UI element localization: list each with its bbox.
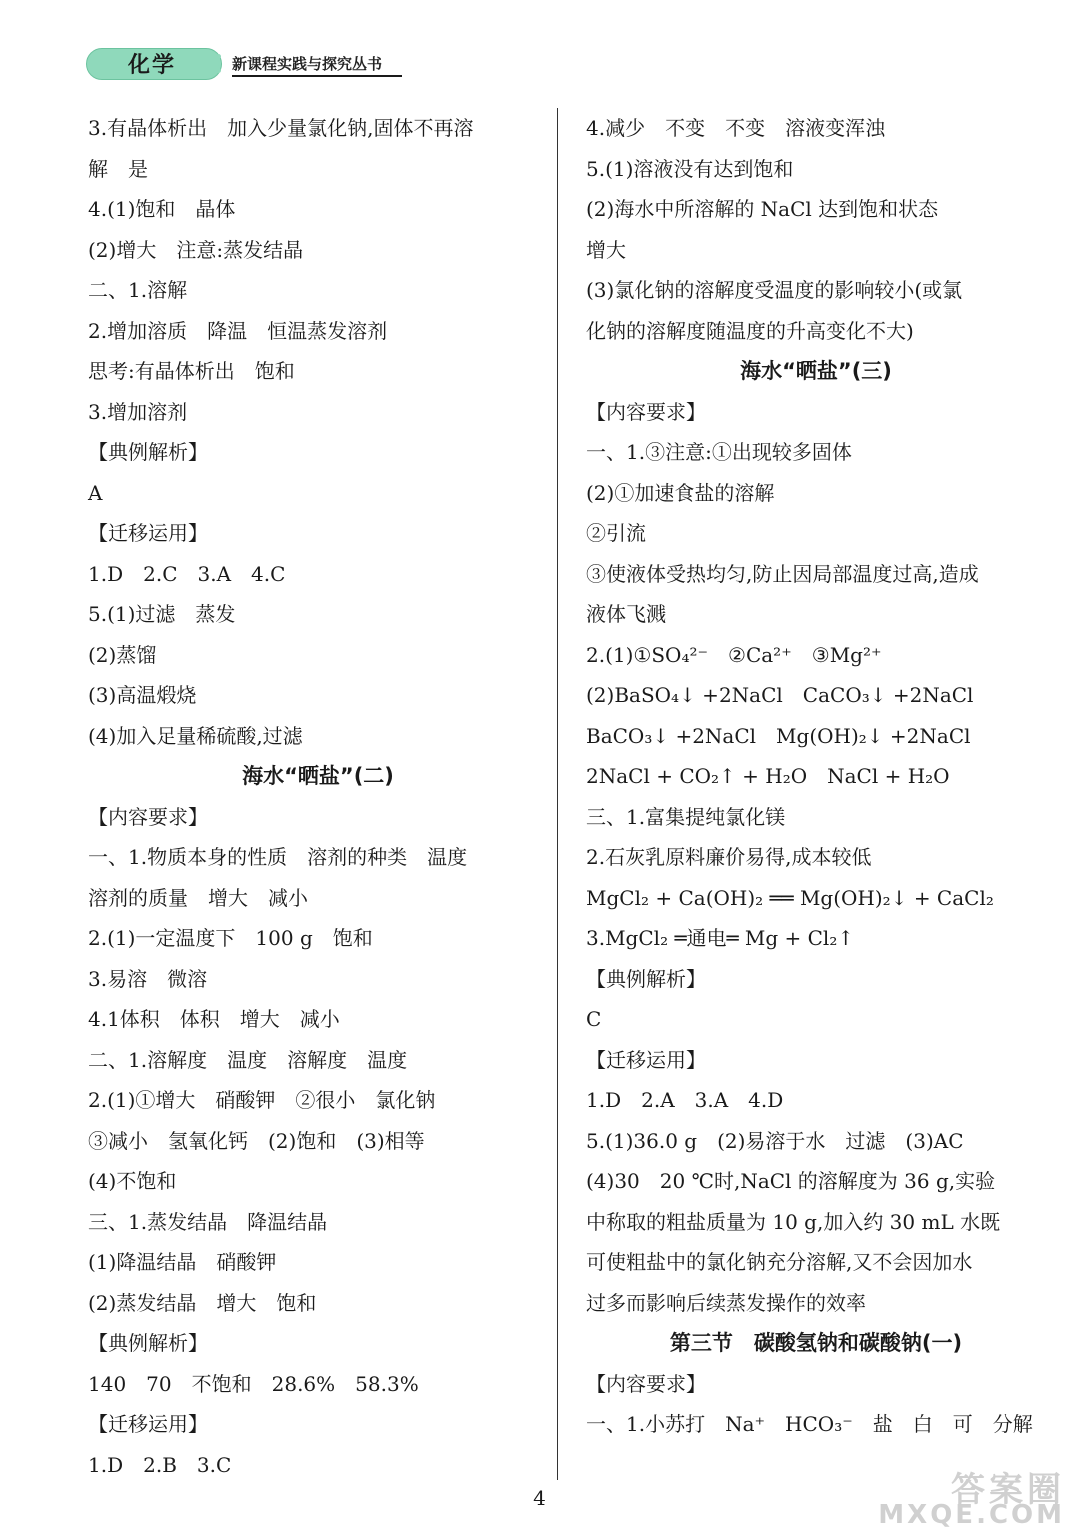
watermark-logo bbox=[878, 1462, 1069, 1530]
series-title: 新课程实践与探究丛书 bbox=[232, 55, 383, 73]
answer-line: 解 是 bbox=[88, 156, 148, 181]
answer-line: 2.(1)一定温度下 100 g 饱和 bbox=[88, 926, 373, 950]
answer-line: ③使液体受热均匀,防止因局部温度过高,造成 bbox=[586, 561, 979, 586]
answer-line: A bbox=[88, 480, 103, 505]
answer-line: 【内容要求】 bbox=[88, 804, 208, 829]
answer-line: 5.(1)溶液没有达到饱和 bbox=[586, 156, 794, 181]
answer-line: (2)①加速食盐的溶解 bbox=[586, 480, 775, 505]
answer-line: 【典例解析】 bbox=[586, 966, 706, 991]
column-divider bbox=[557, 108, 558, 1480]
answer-line: 【典例解析】 bbox=[88, 1331, 208, 1355]
answer-line: ②引流 bbox=[586, 521, 646, 545]
answer-line: 1.D 2.C 3.A 4.C bbox=[88, 561, 286, 586]
answer-line: (2)蒸馏 bbox=[88, 642, 157, 667]
answer-line: 液体飞溅 bbox=[586, 602, 666, 626]
answer-line: (2)蒸发结晶 增大 饱和 bbox=[88, 1290, 317, 1315]
page-number: 4 bbox=[533, 1486, 546, 1510]
answer-line: (1)降温结晶 硝酸钾 bbox=[88, 1250, 277, 1274]
answer-line: 思考:有晶体析出 饱和 bbox=[88, 359, 295, 383]
answer-line: 【迁移运用】 bbox=[88, 521, 208, 545]
answer-line: 4.1体积 体积 增大 减小 bbox=[88, 1007, 340, 1031]
answer-line: 140 70 不饱和 28.6% 58.3% bbox=[88, 1371, 419, 1396]
left-column bbox=[88, 108, 548, 1485]
answer-line: 溶剂的质量 增大 减小 bbox=[88, 885, 308, 910]
answer-line: 二、1.溶解 bbox=[88, 278, 188, 302]
answer-line: (3)高温煅烧 bbox=[88, 683, 197, 707]
answer-line: 三、1.蒸发结晶 降温结晶 bbox=[88, 1209, 328, 1234]
watermark-url: MXQE.COM bbox=[878, 1500, 1065, 1530]
answer-line: (4)不饱和 bbox=[88, 1169, 177, 1193]
answer-line: (4)加入足量稀硫酸,过滤 bbox=[88, 723, 303, 748]
answer-line: 2.增加溶质 降温 恒温蒸发溶剂 bbox=[88, 318, 388, 343]
answer-line: 【典例解析】 bbox=[88, 440, 208, 464]
answer-line: 过多而影响后续蒸发操作的效率 bbox=[586, 1290, 866, 1315]
answer-line: MgCl₂ + Ca(OH)₂ ══ Mg(OH)₂↓ + CaCl₂ bbox=[586, 885, 994, 910]
answer-line: 一、1.③注意:①出现较多固体 bbox=[586, 440, 852, 464]
answer-line: 中称取的粗盐质量为 10 g,加入约 30 mL 水既 bbox=[586, 1209, 1001, 1234]
answer-line: 化钠的溶解度随温度的升高变化不大) bbox=[586, 318, 914, 343]
answer-line: 可使粗盐中的氯化钠充分溶解,又不会因加水 bbox=[586, 1250, 973, 1274]
page-header bbox=[86, 44, 416, 80]
answer-line: (2)增大 注意:蒸发结晶 bbox=[88, 237, 304, 262]
answer-line: 3.MgCl₂ ═通电═ Mg + Cl₂↑ bbox=[586, 926, 855, 950]
section-heading: 海水“晒盐”(二) bbox=[242, 764, 394, 788]
answer-line: 【内容要求】 bbox=[586, 1371, 706, 1396]
answer-line: 3.易溶 微溶 bbox=[88, 966, 208, 991]
decorative-dots bbox=[216, 54, 224, 75]
answer-line: (2)BaSO₄↓ +2NaCl CaCO₃↓ +2NaCl bbox=[586, 683, 974, 707]
answer-line: 2.石灰乳原料廉价易得,成本较低 bbox=[586, 845, 872, 869]
section-heading: 第三节 碳酸氢钠和碳酸钠(一) bbox=[669, 1331, 963, 1355]
answer-line: 【内容要求】 bbox=[586, 399, 706, 424]
right-column bbox=[586, 108, 1046, 1445]
answer-line: 1.D 2.B 3.C bbox=[88, 1452, 232, 1477]
answer-line: (2)海水中所溶解的 NaCl 达到饱和状态 bbox=[586, 197, 939, 221]
answer-line: (4)30 20 ℃时,NaCl 的溶解度为 36 g,实验 bbox=[586, 1169, 996, 1193]
answer-line: 二、1.溶解度 温度 溶解度 温度 bbox=[88, 1047, 408, 1072]
answer-line: 2.(1)①SO₄²⁻ ②Ca²⁺ ③Mg²⁺ bbox=[586, 642, 882, 667]
answer-line: ③减小 氢氧化钙 (2)饱和 (3)相等 bbox=[88, 1128, 425, 1153]
answer-line: 增大 bbox=[586, 237, 626, 262]
answer-line: 2.(1)①增大 硝酸钾 ②很小 氯化钠 bbox=[88, 1088, 436, 1112]
answer-line: 【迁移运用】 bbox=[88, 1412, 208, 1436]
answer-line: 3.有晶体析出 加入少量氯化钠,固体不再溶 bbox=[88, 116, 474, 140]
answer-line: 2NaCl + CO₂↑ + H₂O NaCl + H₂O bbox=[586, 764, 950, 788]
answer-line: BaCO₃↓ +2NaCl Mg(OH)₂↓ +2NaCl bbox=[586, 723, 971, 748]
answer-line: (3)氯化钠的溶解度受温度的影响较小(或氯 bbox=[586, 278, 963, 302]
subject-label: 化学 bbox=[128, 53, 177, 78]
answer-line: 3.增加溶剂 bbox=[88, 399, 188, 424]
answer-line: 4.减少 不变 不变 溶液变浑浊 bbox=[586, 116, 886, 140]
section-heading: 海水“晒盐”(三) bbox=[740, 359, 892, 383]
answer-line: 4.(1)饱和 晶体 bbox=[88, 197, 236, 221]
answer-line: 【迁移运用】 bbox=[586, 1047, 706, 1072]
answer-line: 5.(1)36.0 g (2)易溶于水 过滤 (3)AC bbox=[586, 1128, 964, 1153]
answer-line: 5.(1)过滤 蒸发 bbox=[88, 602, 236, 626]
answer-line: 一、1.小苏打 Na⁺ HCO₃⁻ 盐 白 可 分解 bbox=[586, 1412, 1033, 1436]
answer-line: 三、1.富集提纯氯化镁 bbox=[586, 804, 786, 829]
series-underline bbox=[232, 75, 402, 77]
answer-line: 1.D 2.A 3.A 4.D bbox=[586, 1088, 784, 1112]
watermark-text: 答案圈 bbox=[951, 1470, 1065, 1510]
answer-line: C bbox=[586, 1007, 602, 1031]
answer-line: 一、1.物质本身的性质 溶剂的种类 温度 bbox=[88, 845, 468, 869]
